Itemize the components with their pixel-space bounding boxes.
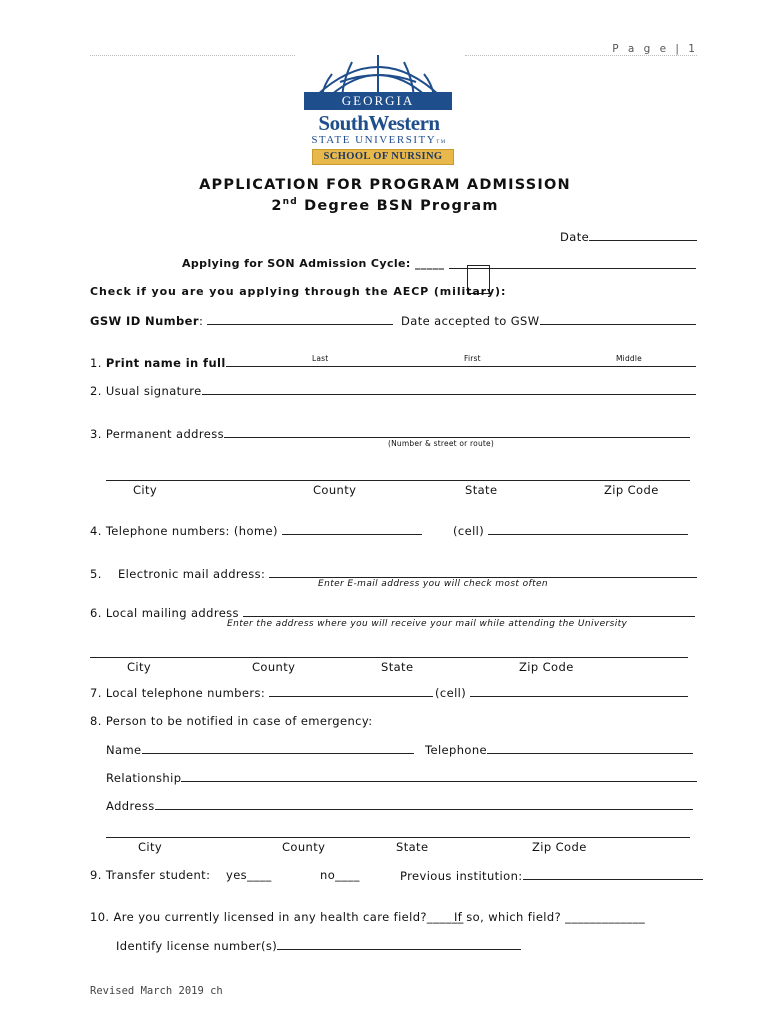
street-hint: (Number & street or route)	[388, 439, 494, 448]
license-number-field[interactable]: Identify license number(s)	[116, 938, 521, 953]
page-number: P a g e | 1	[612, 43, 698, 55]
gsw-id-field[interactable]: GSW ID Number:	[90, 313, 393, 328]
transfer-student-label: 9. Transfer student:	[90, 868, 211, 882]
emergency-name-field[interactable]: Name	[106, 742, 414, 757]
permanent-address-line2[interactable]	[106, 470, 690, 481]
date-accepted-field[interactable]: Date accepted to GSW	[401, 313, 696, 328]
local-phone-field[interactable]: 7. Local telephone numbers:	[90, 685, 433, 700]
logo-state-university: STATE UNIVERSITYTM	[311, 134, 447, 146]
revision-note: Revised March 2019 ch	[90, 985, 223, 997]
perm-state-label: State	[465, 483, 498, 497]
local-cell-field[interactable]: (cell)	[435, 685, 688, 700]
form-title: APPLICATION FOR PROGRAM ADMISSION	[199, 177, 571, 193]
aecp-label: Check if you are you applying through the AECP (military):	[90, 285, 507, 298]
logo-southwestern: SouthWestern	[318, 111, 440, 135]
email-field[interactable]: 5. Electronic mail address:	[90, 566, 697, 581]
perm-zip-label: Zip Code	[604, 483, 659, 497]
form-subtitle: 2nd Degree BSN Program	[271, 197, 499, 214]
header-rule-left	[90, 55, 295, 56]
date-field[interactable]: Date	[560, 229, 697, 244]
emergency-phone-field[interactable]: Telephone	[425, 742, 693, 757]
header-rule-right	[465, 55, 697, 56]
logo-school-of-nursing: SCHOOL OF NURSING	[312, 149, 454, 165]
full-name-field[interactable]: 1. Print name in full	[90, 355, 696, 370]
perm-city-label: City	[133, 483, 158, 497]
local-state-label: State	[381, 660, 414, 674]
permanent-address-field[interactable]: 3. Permanent address	[90, 426, 690, 441]
emerg-county-label: County	[282, 840, 326, 854]
local-zip-label: Zip Code	[519, 660, 574, 674]
transfer-no-field[interactable]: no____	[320, 868, 360, 882]
emerg-city-label: City	[138, 840, 163, 854]
name-last-hint: Last	[312, 354, 329, 363]
cell-phone-field[interactable]: (cell)	[453, 523, 688, 538]
admission-cycle-label: Applying for SON Admission Cycle: _____	[182, 257, 445, 270]
signature-field[interactable]: 2. Usual signature	[90, 383, 696, 398]
transfer-yes-field[interactable]: yes____	[226, 868, 272, 882]
previous-institution-field[interactable]: Previous institution:	[400, 868, 703, 883]
name-first-hint: First	[464, 354, 481, 363]
emergency-address-line2[interactable]	[106, 827, 690, 838]
email-hint: Enter E-mail address you will check most often	[318, 579, 549, 589]
mailing-hint: Enter the address where you will receive your mail while attending the University	[227, 619, 628, 629]
licensed-question[interactable]: 10. Are you currently licensed in any health care field?______	[90, 910, 464, 924]
home-phone-field[interactable]: 4. Telephone numbers: (home)	[90, 523, 422, 538]
university-logo	[300, 52, 458, 164]
emergency-address-field[interactable]: Address	[106, 798, 693, 813]
logo-georgia: GEORGIA	[304, 92, 452, 110]
name-middle-hint: Middle	[616, 354, 642, 363]
local-mailing-field[interactable]: 6. Local mailing address	[90, 605, 695, 620]
local-county-label: County	[252, 660, 296, 674]
local-city-label: City	[127, 660, 152, 674]
relationship-field[interactable]: Relationship	[106, 770, 697, 785]
license-field-which[interactable]: If so, which field? _____________	[454, 910, 646, 924]
local-mailing-line2[interactable]	[90, 647, 688, 658]
emerg-state-label: State	[396, 840, 429, 854]
emerg-zip-label: Zip Code	[532, 840, 587, 854]
perm-county-label: County	[313, 483, 357, 497]
emergency-contact-heading: 8. Person to be notified in case of emergency:	[90, 714, 373, 728]
